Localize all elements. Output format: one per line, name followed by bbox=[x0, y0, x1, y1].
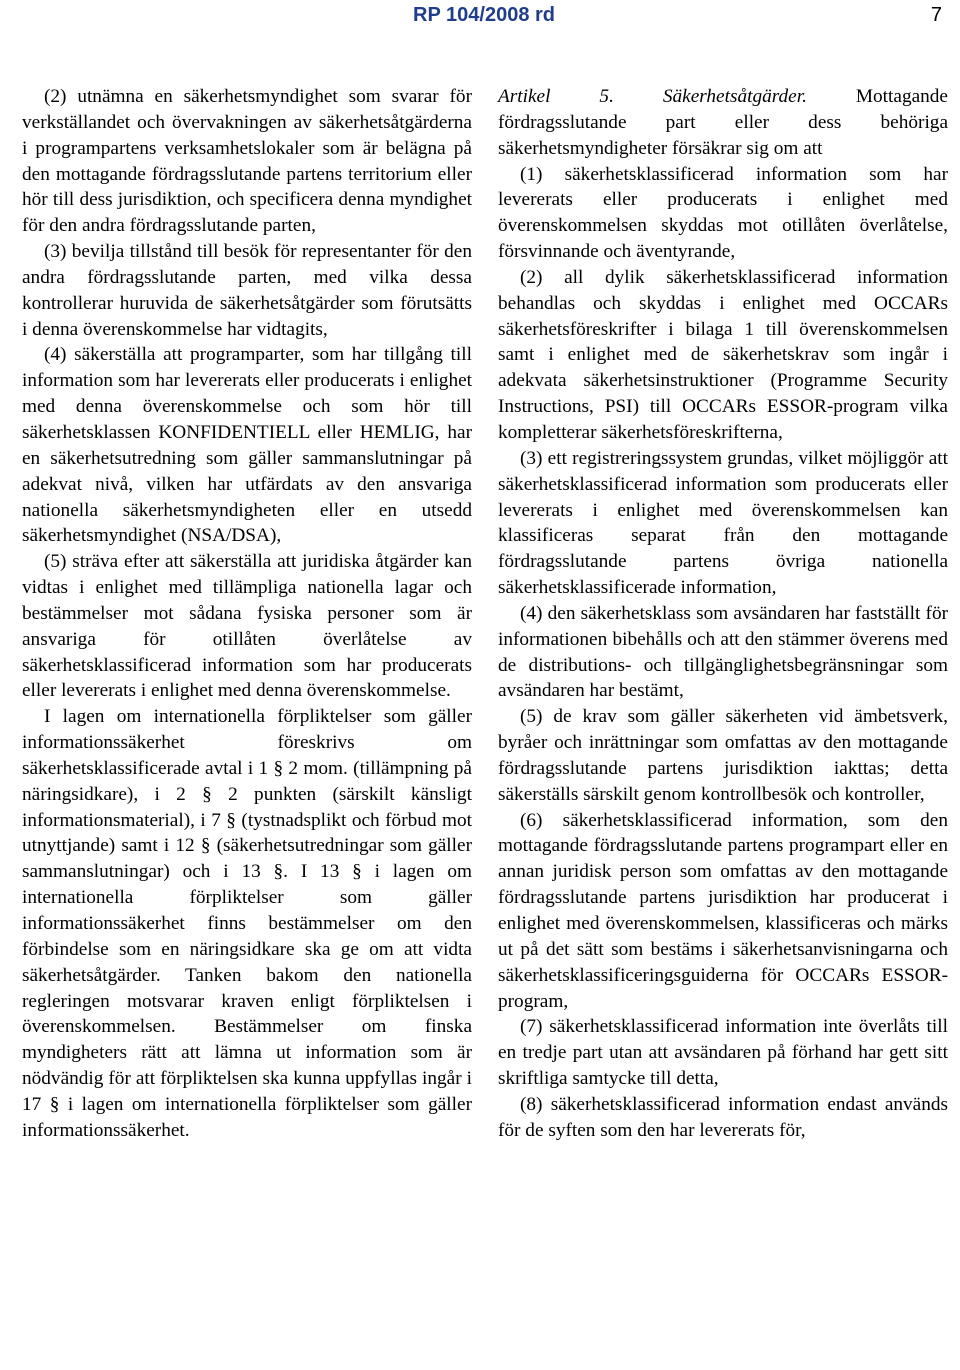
paragraph-item-2: (2) utnämna en säkerhetsmyndighet som svarar för verkställandet och övervakningen av säkerhetsåtgärderna i programpartens verksamhetslokaler som är belägna på den mottagande fördragsslutande partens territorium eller hör till dess jurisdiktion, och specificera denna myndighet för den andra fördragsslutande parten, bbox=[22, 86, 472, 237]
article-item-2: (2) all dylik säkerhetsklassificerad information behandlas och skyddas i enlighet med OCCARs säkerhetsföreskrifter i bilaga 1 till överenskommelsen samt i enlighet med de säkerhetskrav som ingår i adekvata säkerhetsinstruktioner (Programme Security Instructions, PSI) till OCCARs ESSOR-program vilka kompletterar säkerhetsföreskrifterna, bbox=[498, 266, 948, 443]
article-item-4: (4) den säkerhetsklass som avsändaren har fastställt för informationen bibehålls och att den stämmer överens med de distributions- och tillgänglighetsbegränsningar som avsändaren har bestämt, bbox=[498, 602, 948, 702]
article-item-5: (5) de krav som gäller säkerheten vid ämbetsverk, byråer och inrättningar som omfattas av den mottagande fördragsslutande partens jurisdiktion iakttas; detta säkerställs särskilt genom kontrollbesök och kontroller, bbox=[498, 706, 948, 805]
article-item-6: (6) säkerhetsklassificerad information, som den mottagande fördragsslutande partens programpart eller en annan juridisk person som omfattas av den mottagande fördragsslutande partens jurisdiktion har producerat i enlighet med överenskommelsen, klassificeras och märks ut på det sätt som bestäms i säkerhetsanvisningarna och säkerhetsklassificeringsguiderna för OCCARs ESSOR-program, bbox=[498, 809, 948, 1012]
page-number: 7 bbox=[930, 4, 942, 26]
article-item-3: (3) ett registreringssystem grundas, vilket möjliggör att säkerhetsklassificerad information som producerats eller levererats i enlighet med överenskommelsen kan klassificeras separat från den mottagande fördragsslutande partens övriga nationella säkerhetsklassificerade information, bbox=[498, 447, 948, 599]
right-column bbox=[498, 84, 948, 1144]
left-column bbox=[22, 84, 472, 1144]
article-intro-text: Mottagande fördragsslutande part eller dess behöriga säkerhetsmyndigheter försäkrar sig om att bbox=[498, 86, 948, 159]
article-item-1: (1) säkerhetsklassificerad information som har levererats eller producerats i enlighet med överenskommelsen skyddas mot otillåten överlåtelse, försvinnande och äventyrande, bbox=[498, 163, 948, 263]
paragraph-item-5: (5) sträva efter att säkerställa att juridiska åtgärder kan vidtas i enlighet med tillämpliga nationella lagar och bestämmelser mot sådana fysiska personer som är ansvariga för otillåten överlåtelse av säkerhetsklassificerad information som har producerats eller levererats i enlighet med denna överenskommelse. bbox=[22, 551, 472, 702]
article-item-8: (8) säkerhetsklassificerad information endast används för de syften som den har levererats för, bbox=[498, 1093, 948, 1141]
paragraph-item-3: (3) bevilja tillstånd till besök för representanter för den andra fördragsslutande parten, med vilka dessa kontrollerar huruvida de säkerhetsåtgärder som förutsätts i denna överenskommelse har vidtagits, bbox=[22, 241, 472, 340]
paragraph-commentary: I lagen om internationella förpliktelser som gäller informationssäkerhet föreskrivs om säkerhetsklassificerade avtal i 1 § 2 mom. (tillämpning på näringsidkare), i 2 § 2 punkten (särskilt känsligt informationsmaterial), i 7 § (tystnadsplikt och förbud mot utnyttjande) samt i 12 § (säkerhetsutredningar som gäller sammanslutningar) och i 13 §. I 13 § i lagen om internationella förpliktelser som gäller informationssäkerhet finns bestämmelser om den förbindelse som en näringsidkare ska ge om att vidta säkerhetsåtgärder. Tanken bakom den nationella regleringen motsvarar kraven enligt förpliktelsen i överenskommelsen. Bestämmelser om finska myndigheters rätt att lämna ut information som är nödvändig för att förpliktelsen ska kunna uppfyllas ingår i 17 § i lagen om internationella förpliktelser som gäller informationssäkerhet. bbox=[22, 706, 472, 1141]
article-title: Artikel 5. Säkerhetsåtgärder. bbox=[498, 86, 807, 107]
page-header bbox=[0, 4, 960, 34]
article-5-intro bbox=[498, 84, 948, 162]
article-item-7: (7) säkerhetsklassificerad information inte överlåts till en tredje part utan att avsändaren på förhand har gett sitt skriftliga samtycke till detta, bbox=[498, 1016, 948, 1090]
paragraph-item-4: (4) säkerställa att programparter, som har tillgång till information som har levererats eller producerats i enlighet med denna överenskommelse och som hör till säkerhetsklassen KONFIDENTIELL eller HEMLIG, har en säkerhetsutredning som gäller sammanslutningar på adekvat nivå, vilken har utfärdats av den ansvariga nationella säkerhetsmyndigheten eller en utsedd säkerhetsmyndighet (NSA/DSA), bbox=[22, 344, 472, 547]
document-id: RP 104/2008 rd bbox=[413, 4, 555, 26]
